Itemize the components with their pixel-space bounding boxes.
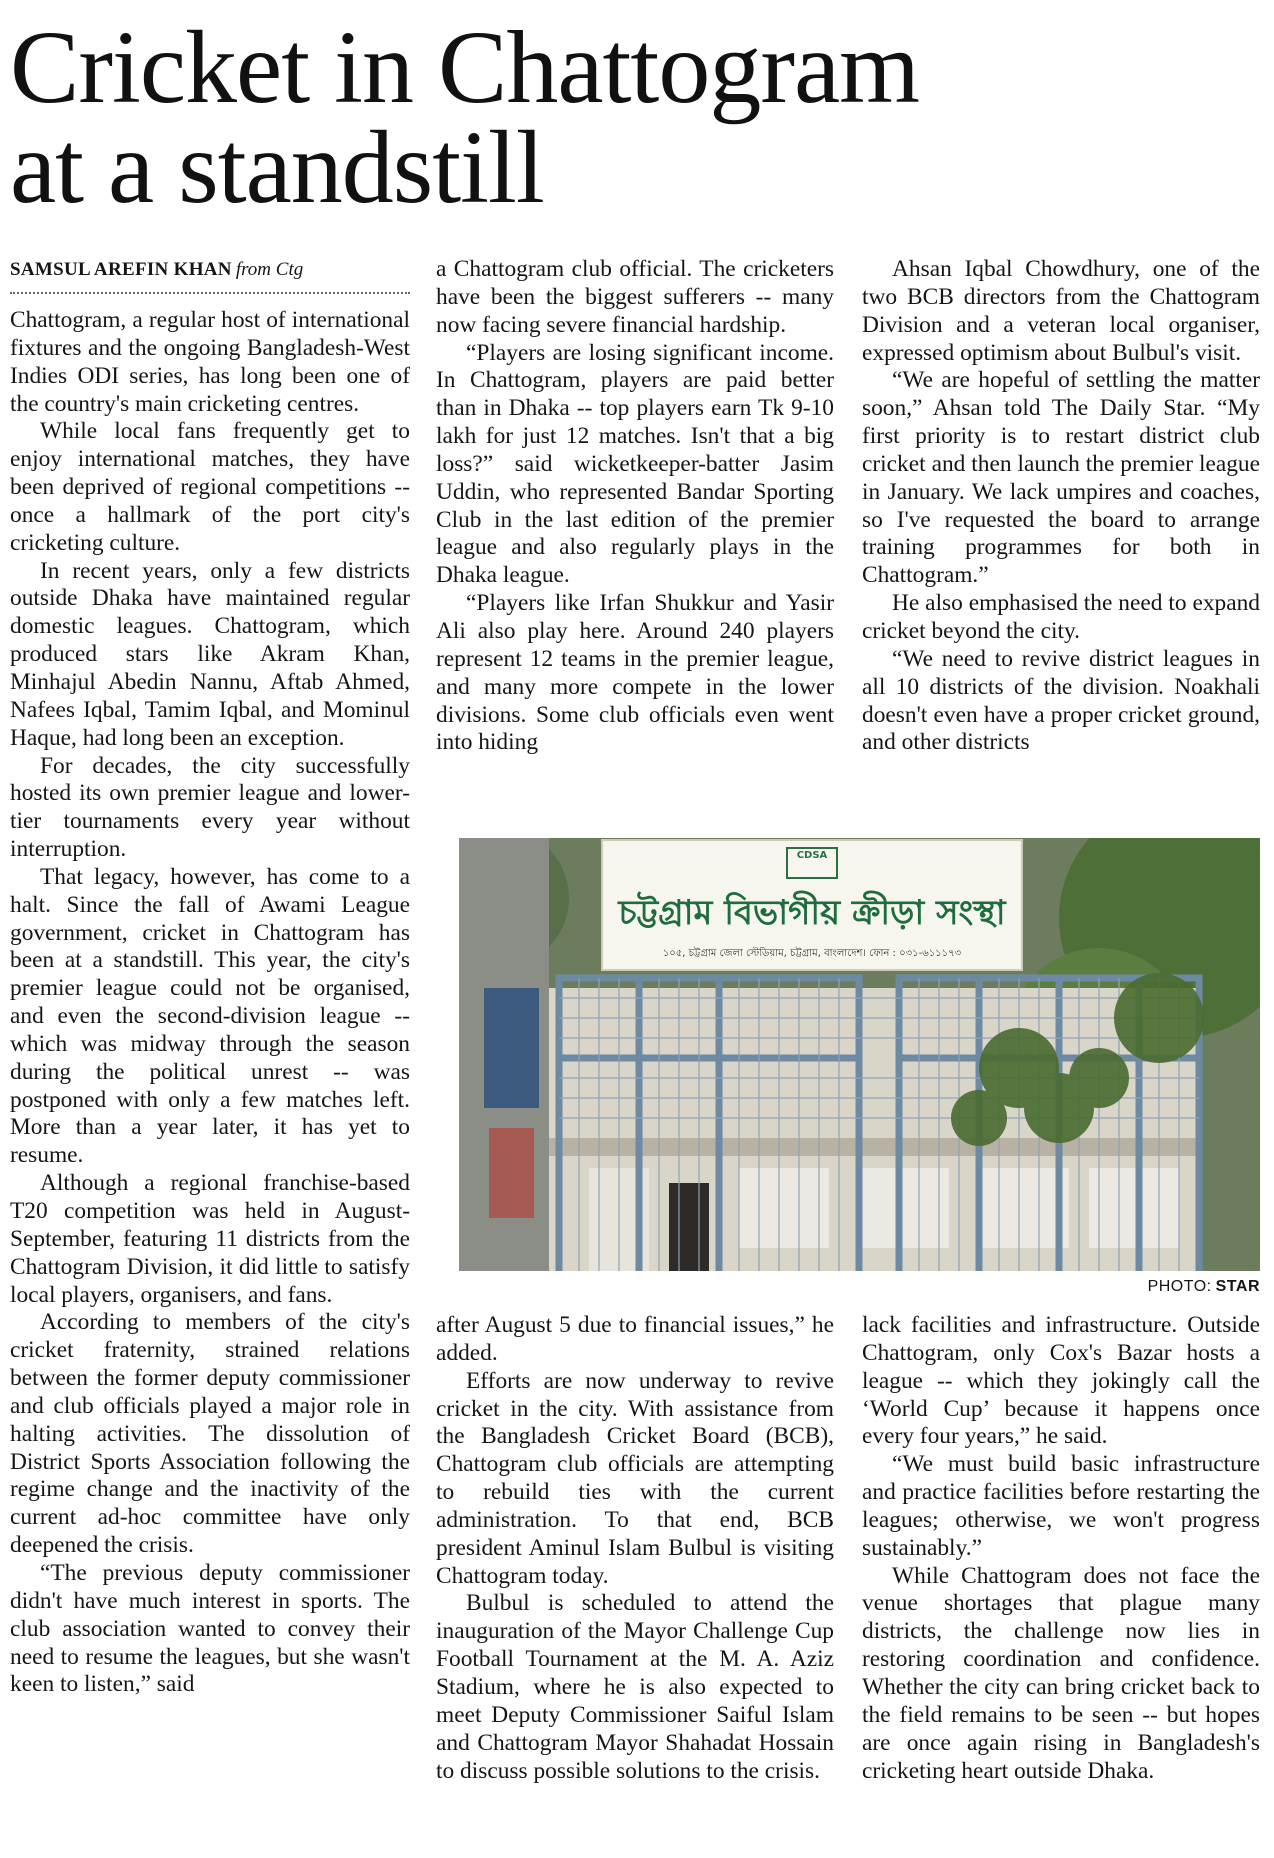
paragraph: “We must build basic infrastructure and practice facilities before restarting the leagues; otherwise, we won't progress sustainably.” <box>862 1451 1260 1561</box>
paragraph: While local fans frequently get to enjoy international matches, they have been deprived of regional competitions -- once a hallmark of the port city's cricketing culture. <box>10 418 410 556</box>
paragraph: lack facilities and infrastructure. Outside Chattogram, only Cox's Bazar hosts a league -- which they jokingly call the ‘World Cup’ because it happens once every four years,” he said. <box>862 1312 1260 1450</box>
paragraph: According to members of the city's cricket fraternity, strained relations between the former deputy commissioner and club officials played a major role in halting activities. The dissolution of District Sports Association following the regime change and the inactivity of the current ad-hoc committee have only deepened the crisis. <box>10 1309 410 1559</box>
headline <box>10 10 1260 225</box>
paragraph: He also emphasised the need to expand cricket beyond the city. <box>862 590 1260 644</box>
paragraph: “We are hopeful of settling the matter soon,” Ahsan told The Daily Star. “My first priority is to restart district club cricket and then launch the premier league in January. We lack umpires and coaches, so I've requested the board to arrange training programmes for both in Chattogram.” <box>862 367 1260 589</box>
paragraph: In recent years, only a few districts outside Dhaka have maintained regular domestic leagues. Chattogram, which produced stars like Akram Khan, Minhajul Abedin Nannu, Aftab Ahmed, Nafees Iqbal, Tamim Iqbal, and Mominul Haque, had long been an exception. <box>10 557 410 751</box>
paragraph: Chattogram, a regular host of international fixtures and the ongoing Bangladesh-West Indies ODI series, has long been one of the country's main cricketing centres. <box>10 307 410 417</box>
article-column-2-bottom <box>436 1312 834 1852</box>
paragraph: That legacy, however, has come to a halt. Since the fall of Awami League government, cricket in Chattogram has been at a standstill. This year, the city's premier league could not be organised, and even the second-division league -- which was midway through the season during the political unrest -- was postponed with only a few matches left. More than a year later, it has yet to resume. <box>10 863 410 1169</box>
byline-location: from Ctg <box>235 259 304 280</box>
paragraph: While Chattogram does not face the venue shortages that plague many districts, the challenge now lies in restoring coordination and confidence. Whether the city can bring cricket back to the field remains to be seen -- but hopes are once again rising in Bangladesh's cricketing heart outside Dhaka. <box>862 1562 1260 1784</box>
headline-line-2: at a standstill <box>10 110 544 225</box>
paragraph: For decades, the city successfully hosted its own premier league and lower-tier tournaments every year without interruption. <box>10 752 410 863</box>
paragraph: Ahsan Iqbal Chowdhury, one of the two BCB directors from the Chattogram Division and a veteran local organiser, expressed optimism about Bulbul's visit. <box>862 256 1260 366</box>
paragraph: “The previous deputy commissioner didn't have much interest in sports. The club association wanted to convey their need to resume the leagues, but she wasn't keen to listen,” said <box>10 1559 410 1698</box>
byline-author: SAMSUL AREFIN KHAN <box>10 259 232 280</box>
paragraph: “Players are losing significant income. In Chattogram, players are paid better than in Dhaka -- top players earn Tk 9-10 lakh for just 12 matches. Isn't that a big loss?” said wicketkeeper-batter Jasim Uddin, who represented Bandar Sporting Club in the last edition of the premier league and also regularly plays in the Dhaka league. <box>436 339 834 589</box>
sign-title: চট্টগ্রাম বিভাগীয় ক্রীড়া সংস্থা <box>618 893 1006 933</box>
paragraph: Bulbul is scheduled to attend the inauguration of the Mayor Challenge Cup Football Tournament at the M. A. Aziz Stadium, where he is also expected to meet Deputy Commissioner Saiful Islam and Chattogram Mayor Shahadat Hossain to discuss possible solutions to the crisis. <box>436 1590 834 1784</box>
byline <box>10 258 410 294</box>
paragraph: Efforts are now underway to revive cricket in the city. With assistance from the Bangladesh Cricket Board (BCB), Chattogram club officials are attempting to rebuild ties with the current administration. To that end, BCB president Aminul Islam Bulbul is visiting Chattogram today. <box>436 1367 834 1589</box>
headline-line-1: Cricket in Chattogram <box>10 10 920 125</box>
paragraph: after August 5 due to financial issues,” he added. <box>436 1312 834 1366</box>
article-column-3-top <box>862 256 1260 816</box>
photo-credit-label: PHOTO: <box>1147 1278 1212 1295</box>
paragraph: “We need to revive district leagues in all 10 districts of the division. Noakhali doesn't even have a proper cricket ground, and other districts <box>862 645 1260 756</box>
article-column-3-bottom <box>862 1312 1260 1852</box>
article-column-2-top <box>436 256 834 816</box>
article-photo <box>459 838 1260 1271</box>
paragraph: “Players like Irfan Shukkur and Yasir Ali also play here. Around 240 players represent 12 teams in the premier league, and many more compete in the lower divisions. Some club officials even went into hiding <box>436 590 834 756</box>
article-column-1 <box>10 307 410 1847</box>
sign-logo: CDSA <box>796 850 828 861</box>
photo-credit-brand: STAR <box>1215 1278 1260 1295</box>
paragraph: Although a regional franchise-based T20 competition was held in August-September, featuring 11 districts from the Chattogram Division, it did little to satisfy local players, organisers, and fans. <box>10 1170 410 1308</box>
paragraph: a Chattogram club official. The cricketers have been the biggest sufferers -- many now facing severe financial hardship. <box>436 256 834 338</box>
photo-credit <box>1000 1278 1260 1296</box>
sign-address: ১০৫, চট্টগ্রাম জেলা স্টেডিয়াম, চট্টগ্রাম, বাংলাদেশ। ফোন : ০৩১-৬১১১৭৩ <box>662 948 962 959</box>
